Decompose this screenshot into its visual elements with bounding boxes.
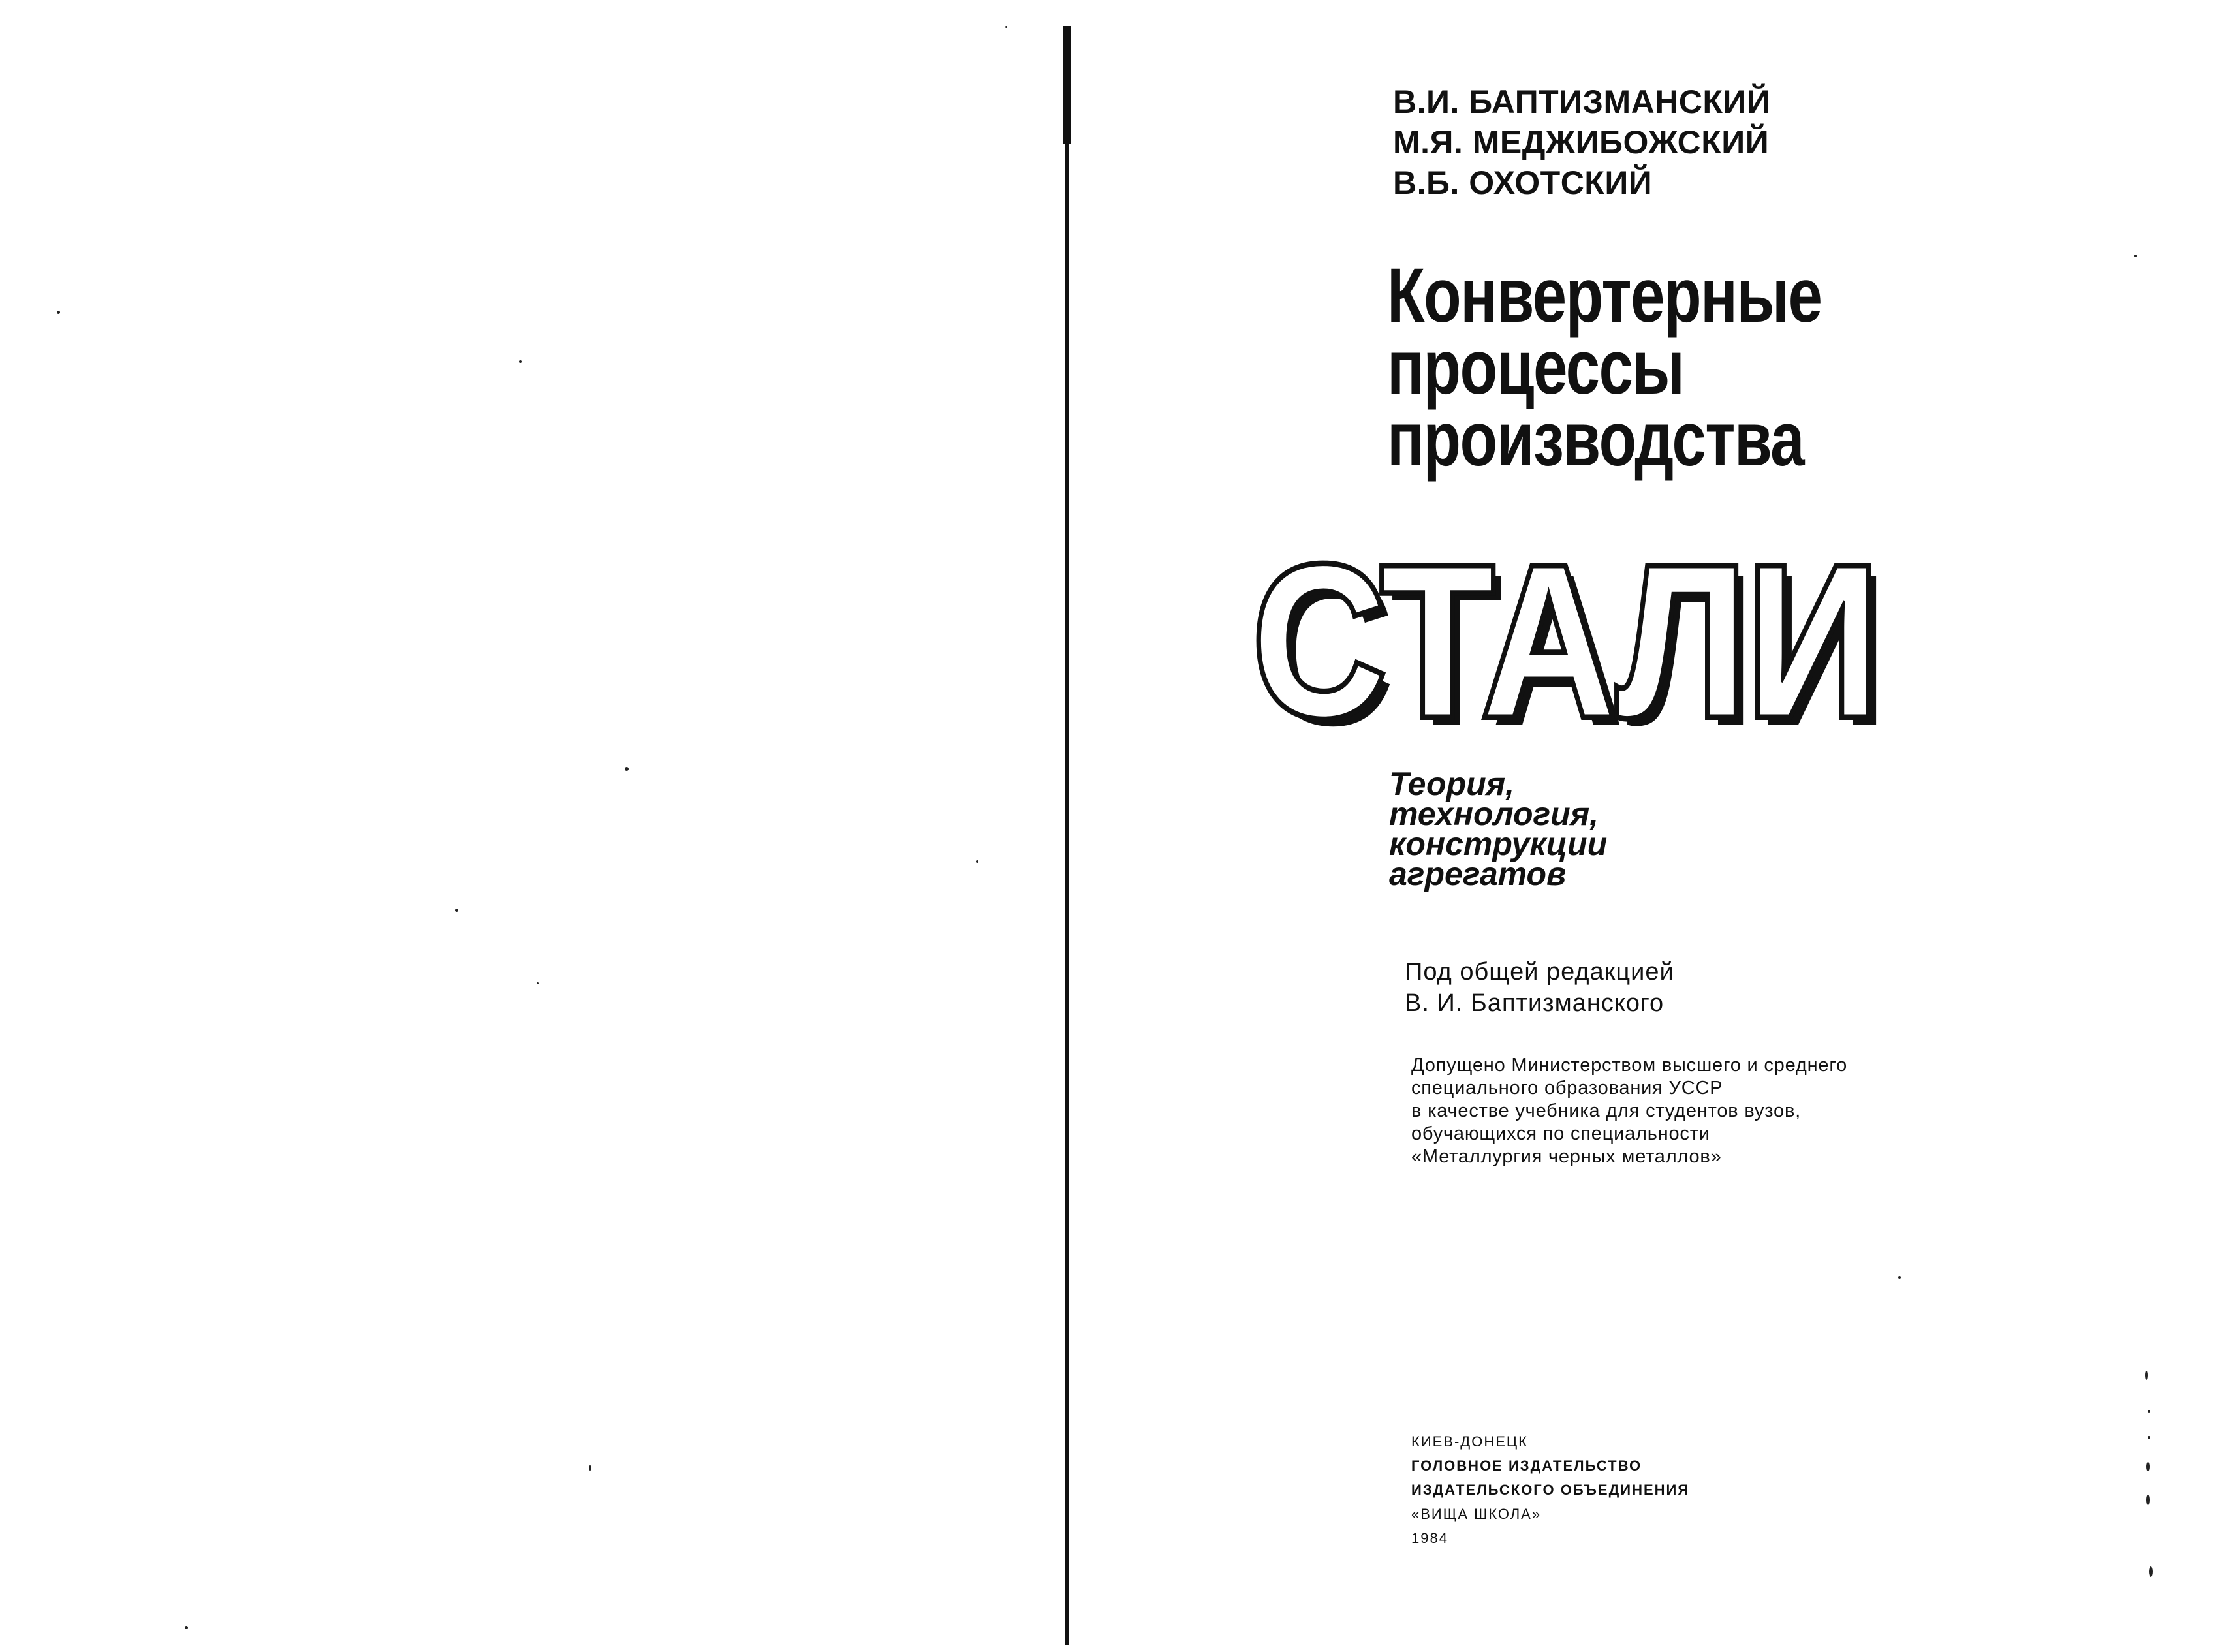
scan-speck [2149,1566,2153,1577]
scan-speck [1898,1276,1901,1279]
title-page [1071,0,2220,1652]
author-list [1393,82,1770,203]
approval-line: в качестве учебника для студентов вузов, [1411,1100,1802,1121]
book-subtitle [1389,766,1608,892]
book-spine [1065,26,1069,1645]
title-display-word [1243,529,1896,744]
scan-speck [625,767,629,771]
author-name: В.И. БАПТИЗМАНСКИЙ [1393,84,1771,120]
bevel-lettering [1243,529,1896,744]
author-name: В.Б. ОХОТСКИЙ [1393,164,1653,201]
approval-notice [1411,1054,1847,1168]
book-title [1387,253,1930,482]
approval-line: специального образования УССР [1411,1078,1723,1099]
editor-credit [1405,956,1674,1019]
scan-speck [455,909,458,912]
publisher-imprint [1411,1429,1689,1550]
scan-speck [1005,26,1007,28]
display-word-outline: СТАЛИ [1253,529,1879,744]
subtitle-line: Теория, [1389,766,1515,802]
scan-speck [2146,1495,2150,1505]
imprint-year: 1984 [1411,1530,1448,1546]
scan-speck [2134,255,2137,257]
scan-speck [976,860,978,863]
scan-speck [185,1626,188,1629]
subtitle-line: технология, [1389,796,1599,832]
editor-line: Под общей редакцией [1405,958,1674,986]
title-line: процессы [1387,324,1684,411]
scan-speck [2148,1410,2150,1413]
author-name: М.Я. МЕДЖИБОЖСКИЙ [1393,124,1770,161]
display-word-shadow: СТАЛИ [1262,529,1888,744]
scan-speck [2148,1436,2150,1439]
imprint-city: КИЕВ-ДОНЕЦК [1411,1433,1528,1450]
scan-speck [519,360,522,363]
imprint-publisher-name: «ВИЩА ШКОЛА» [1411,1506,1542,1522]
approval-line: обучающихся по специальности [1411,1123,1710,1144]
title-line: Конвертерные [1387,253,1822,339]
subtitle-line: конструкции [1389,826,1608,862]
scan-speck [589,1465,591,1471]
scan-speck [2146,1462,2150,1471]
imprint-publisher: ИЗДАТЕЛЬСКОГО ОБЪЕДИНЕНИЯ [1411,1482,1690,1498]
blank-left-page [0,0,1064,1652]
approval-line: «Металлургия черных металлов» [1411,1146,1722,1167]
display-word-inner: СТАЛИ [1253,529,1879,744]
title-line: производства [1387,396,1804,482]
scan-speck [537,982,539,984]
approval-line: Допущено Министерством высшего и среднего [1411,1055,1848,1076]
editor-line: В. И. Баптизманского [1405,990,1665,1017]
scan-speck [2145,1371,2148,1380]
subtitle-line: агрегатов [1389,856,1567,892]
imprint-publisher: ГОЛОВНОЕ ИЗДАТЕЛЬСТВО [1411,1457,1642,1474]
scan-speck [57,311,60,314]
